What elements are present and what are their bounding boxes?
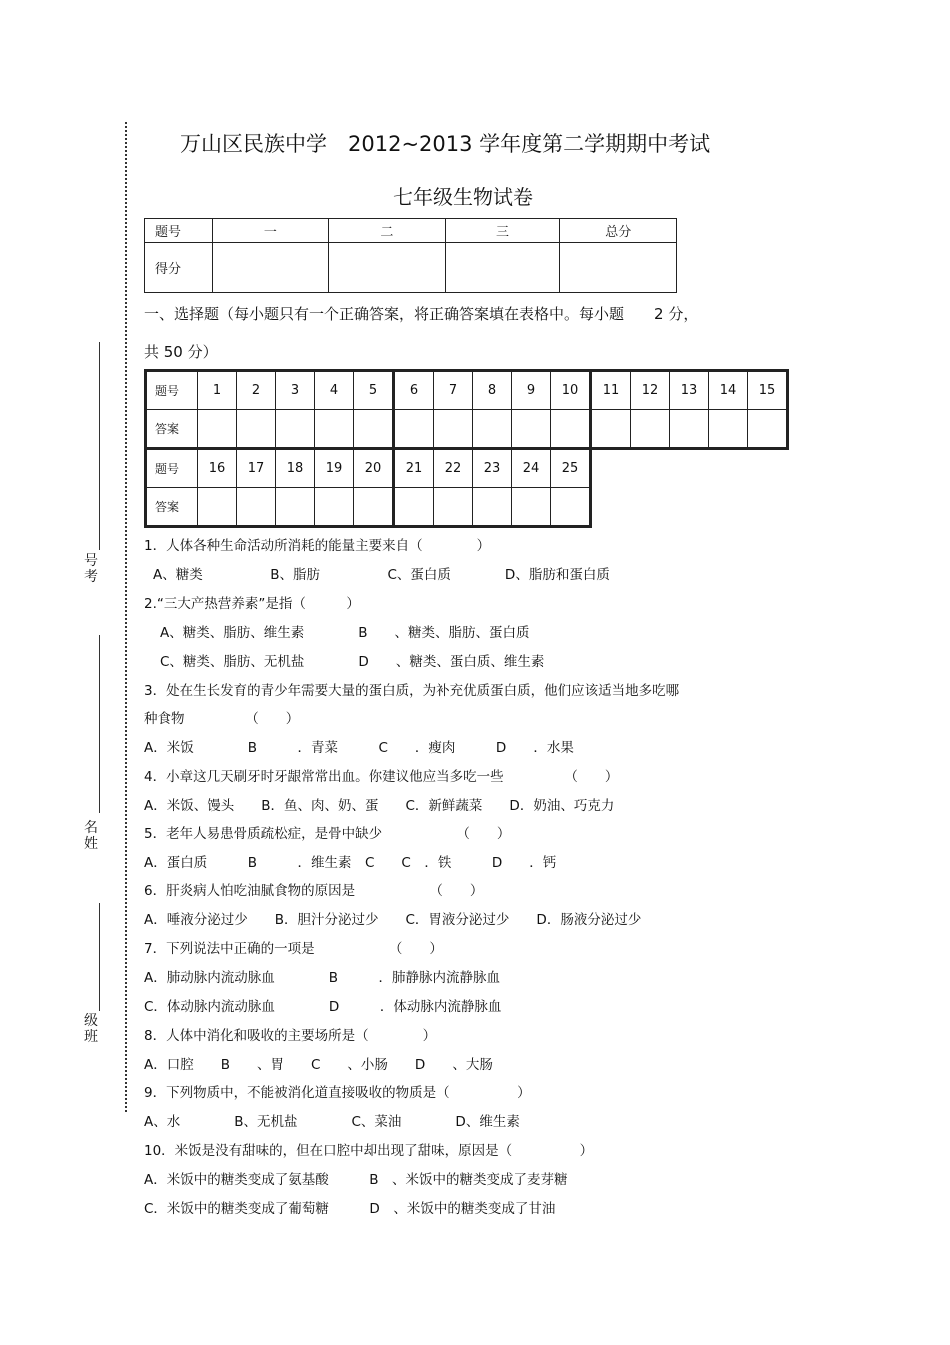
question-number: 17 bbox=[237, 449, 276, 488]
score-header: 二 bbox=[329, 219, 446, 243]
question-number: 3 bbox=[276, 371, 315, 410]
question-number: 8 bbox=[473, 371, 512, 410]
score-row-label: 得分 bbox=[145, 243, 213, 293]
answer-grid-label: 答案 bbox=[146, 410, 198, 449]
question-number: 10 bbox=[551, 371, 591, 410]
question-3: 3．处在生长发育的青少年需要大量的蛋白质，为补充优质蛋白质，他们应该适当地多吃哪 bbox=[144, 683, 680, 699]
question-number: 14 bbox=[709, 371, 748, 410]
section1-heading: 一、选择题（每小题只有一个正确答案，将正确答案填在表格中。每小题 2 分， bbox=[144, 305, 699, 323]
answer-cell[interactable] bbox=[394, 410, 434, 449]
question-1: 1．人体各种生命活动所消耗的能量主要来自（ ） bbox=[144, 538, 491, 554]
answer-cell[interactable] bbox=[354, 488, 394, 527]
options-1: A、糖类 B、脂肪 C、蛋白质 D、脂肪和蛋白质 bbox=[153, 567, 610, 583]
answer-grid-bottom bbox=[144, 447, 592, 528]
score-cell[interactable] bbox=[329, 243, 446, 293]
page-title: 万山区民族中学 2012~2013 学年度第二学期期中考试 bbox=[180, 132, 711, 156]
question-5: 5．老年人易患骨质疏松症，是骨中缺少 （ ） bbox=[144, 826, 511, 842]
options-5: A．蛋白质 B ．维生素 C C ．铁 D ．钙 bbox=[144, 855, 557, 871]
class-line bbox=[99, 903, 100, 1011]
answer-cell[interactable] bbox=[276, 488, 315, 527]
question-number: 16 bbox=[198, 449, 237, 488]
answer-cell[interactable] bbox=[709, 410, 748, 449]
question-number: 23 bbox=[473, 449, 512, 488]
question-10: 10．米饭是没有甜味的，但在口腔中却出现了甜味，原因是（ ） bbox=[144, 1143, 594, 1159]
question-number: 13 bbox=[670, 371, 709, 410]
page-subtitle: 七年级生物试卷 bbox=[393, 185, 533, 209]
score-header: 一 bbox=[212, 219, 329, 243]
question-number: 24 bbox=[512, 449, 551, 488]
options-9: A、水 B、无机盐 C、菜油 D、维生素 bbox=[144, 1114, 520, 1130]
question-9: 9．下列物质中，不能被消化道直接吸收的物质是（ ） bbox=[144, 1085, 531, 1101]
score-header: 总分 bbox=[560, 219, 677, 243]
question-number: 6 bbox=[394, 371, 434, 410]
question-number: 25 bbox=[551, 449, 591, 488]
question-number: 19 bbox=[315, 449, 354, 488]
answer-cell[interactable] bbox=[237, 488, 276, 527]
answer-cell[interactable] bbox=[512, 410, 551, 449]
exam-no-line bbox=[99, 342, 100, 550]
answer-cell[interactable] bbox=[748, 410, 788, 449]
score-header: 题号 bbox=[145, 219, 213, 243]
class-label: 级 班 bbox=[84, 1013, 98, 1045]
question-3-cont: 种食物 （ ） bbox=[144, 711, 300, 727]
answer-cell[interactable] bbox=[473, 488, 512, 527]
question-number: 2 bbox=[237, 371, 276, 410]
answer-cell[interactable] bbox=[276, 410, 315, 449]
answer-cell[interactable] bbox=[315, 410, 354, 449]
question-number: 12 bbox=[631, 371, 670, 410]
score-header: 三 bbox=[445, 219, 560, 243]
question-4: 4．小章这几天刷牙时牙龈常常出血。你建议他应当多吃一些 （ ） bbox=[144, 769, 619, 785]
options-7b: C．体动脉内流动脉血 D ．体动脉内流静脉血 bbox=[144, 999, 502, 1015]
options-8: A．口腔 B 、胃 C 、小肠 D 、大肠 bbox=[144, 1057, 493, 1073]
answer-cell[interactable] bbox=[591, 410, 631, 449]
question-number: 18 bbox=[276, 449, 315, 488]
question-number: 15 bbox=[748, 371, 788, 410]
question-number: 7 bbox=[434, 371, 473, 410]
options-3: A．米饭 B ．青菜 C ．瘦肉 D ．水果 bbox=[144, 740, 574, 756]
question-number: 20 bbox=[354, 449, 394, 488]
answer-cell[interactable] bbox=[551, 410, 591, 449]
question-number: 11 bbox=[591, 371, 631, 410]
answer-grid-label: 题号 bbox=[146, 371, 198, 410]
answer-cell[interactable] bbox=[434, 488, 473, 527]
score-table bbox=[144, 218, 677, 293]
answer-grid-label: 答案 bbox=[146, 488, 198, 527]
answer-cell[interactable] bbox=[237, 410, 276, 449]
question-number: 1 bbox=[198, 371, 237, 410]
answer-grid-top bbox=[144, 369, 789, 450]
answer-cell[interactable] bbox=[473, 410, 512, 449]
answer-cell[interactable] bbox=[434, 410, 473, 449]
options-2a: A、糖类、脂肪、维生素 B 、糖类、脂肪、蛋白质 bbox=[160, 625, 530, 641]
answer-grid-label: 题号 bbox=[146, 449, 198, 488]
question-7: 7．下列说法中正确的一项是 （ ） bbox=[144, 941, 443, 957]
question-8: 8．人体中消化和吸收的主要场所是（ ） bbox=[144, 1028, 437, 1044]
options-4: A．米饭、馒头 B．鱼、肉、奶、蛋 C．新鲜蔬菜 D．奶油、巧克力 bbox=[144, 798, 615, 814]
answer-cell[interactable] bbox=[394, 488, 434, 527]
section1-heading-cont: 共 50 分） bbox=[144, 343, 218, 361]
options-7a: A．肺动脉内流动脉血 B ．肺静脉内流静脉血 bbox=[144, 970, 500, 986]
answer-cell[interactable] bbox=[670, 410, 709, 449]
question-2: 2.“三大产热营养素”是指（ ） bbox=[144, 596, 360, 612]
answer-cell[interactable] bbox=[198, 410, 237, 449]
answer-cell[interactable] bbox=[551, 488, 591, 527]
score-cell[interactable] bbox=[445, 243, 560, 293]
score-cell[interactable] bbox=[212, 243, 329, 293]
options-10a: A．米饭中的糖类变成了氨基酸 B 、米饭中的糖类变成了麦芽糖 bbox=[144, 1172, 568, 1188]
answer-cell[interactable] bbox=[631, 410, 670, 449]
name-line bbox=[99, 635, 100, 813]
options-6: A．唾液分泌过少 B．胆汁分泌过少 C．胃液分泌过少 D．肠液分泌过少 bbox=[144, 912, 642, 928]
question-number: 9 bbox=[512, 371, 551, 410]
answer-cell[interactable] bbox=[512, 488, 551, 527]
options-2b: C、糖类、脂肪、无机盐 D 、糖类、蛋白质、维生素 bbox=[160, 654, 545, 670]
question-number: 5 bbox=[354, 371, 394, 410]
answer-cell[interactable] bbox=[354, 410, 394, 449]
binding-dotted-line bbox=[125, 122, 127, 1112]
question-6: 6．肝炎病人怕吃油腻食物的原因是 （ ） bbox=[144, 883, 484, 899]
name-label: 名 姓 bbox=[84, 820, 98, 852]
question-number: 21 bbox=[394, 449, 434, 488]
score-cell[interactable] bbox=[560, 243, 677, 293]
question-number: 4 bbox=[315, 371, 354, 410]
answer-cell[interactable] bbox=[198, 488, 237, 527]
question-number: 22 bbox=[434, 449, 473, 488]
options-10b: C．米饭中的糖类变成了葡萄糖 D 、米饭中的糖类变成了甘油 bbox=[144, 1201, 556, 1217]
exam-no-label: 号 考 bbox=[84, 553, 98, 585]
answer-cell[interactable] bbox=[315, 488, 354, 527]
